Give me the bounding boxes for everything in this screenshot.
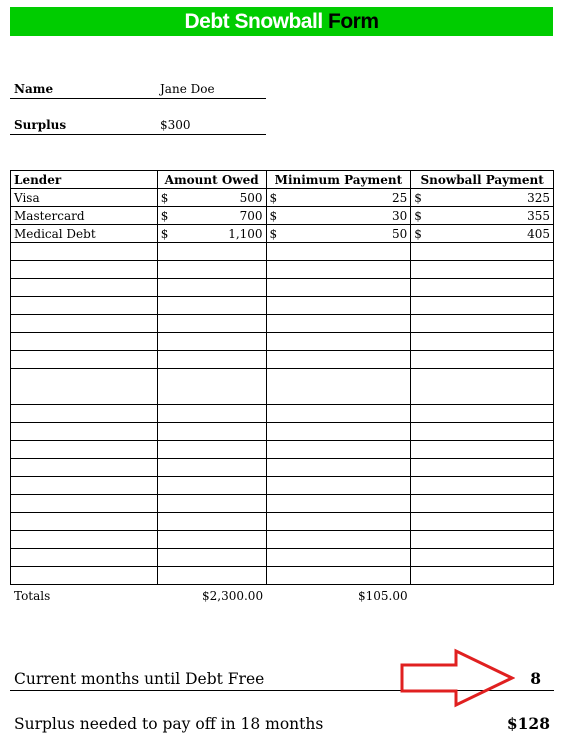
currency-symbol: $ (269, 190, 278, 205)
table-row (11, 279, 554, 297)
title-part-2: Form (328, 10, 379, 33)
table-row (11, 441, 554, 459)
table-row (11, 261, 554, 279)
minimum-payment-cell[interactable] (266, 441, 411, 459)
amount-owed-cell[interactable] (157, 459, 266, 477)
minimum-payment-value: 50 (391, 226, 408, 241)
lender-cell[interactable] (11, 405, 158, 423)
minimum-payment-cell[interactable] (266, 243, 411, 261)
months-until-debt-free-value: 8 (530, 669, 541, 688)
amount-owed-cell[interactable] (157, 261, 266, 279)
currency-symbol: $ (414, 208, 422, 223)
snowball-payment-cell[interactable] (411, 333, 554, 351)
snowball-payment-cell[interactable] (411, 279, 554, 297)
snowball-payment-cell[interactable] (411, 243, 554, 261)
amount-owed-cell[interactable] (157, 567, 266, 585)
header-lender: Lender (11, 171, 158, 189)
snowball-payment-value: 325 (527, 190, 550, 205)
minimum-payment-cell[interactable] (266, 261, 411, 279)
lender-cell[interactable]: Visa (11, 189, 158, 207)
table-row (11, 405, 554, 423)
lender-cell[interactable] (11, 549, 158, 567)
lender-cell[interactable] (11, 333, 158, 351)
surplus-label: Surplus (14, 118, 67, 132)
amount-owed-cell[interactable] (157, 495, 266, 513)
table-row (11, 297, 554, 315)
lender-cell[interactable] (11, 441, 158, 459)
lender-cell[interactable] (11, 531, 158, 549)
minimum-payment-cell[interactable] (266, 549, 411, 567)
lender-cell[interactable] (11, 315, 158, 333)
minimum-payment-cell[interactable] (266, 423, 411, 441)
lender-cell[interactable]: Mastercard (11, 207, 158, 225)
debt-table (10, 170, 554, 585)
amount-owed-cell[interactable] (157, 279, 266, 297)
snowball-payment-cell[interactable] (411, 351, 554, 369)
snowball-payment-cell[interactable] (411, 423, 554, 441)
snowball-payment-cell[interactable] (411, 549, 554, 567)
snowball-payment-cell[interactable] (411, 567, 554, 585)
lender-cell[interactable] (11, 513, 158, 531)
amount-owed-cell[interactable] (157, 351, 266, 369)
snowball-payment-cell[interactable] (411, 297, 554, 315)
table-row (11, 549, 554, 567)
lender-cell[interactable] (11, 567, 158, 585)
lender-cell[interactable] (11, 261, 158, 279)
surplus-value[interactable]: $300 (160, 118, 191, 132)
amount-owed-cell[interactable] (157, 423, 266, 441)
amount-owed-cell[interactable] (157, 207, 266, 225)
minimum-payment-cell[interactable] (266, 351, 411, 369)
currency-symbol: $ (269, 226, 278, 241)
amount-owed-cell[interactable] (157, 531, 266, 549)
snowball-payment-cell[interactable] (411, 441, 554, 459)
lender-cell[interactable] (11, 423, 158, 441)
lender-cell[interactable] (11, 477, 158, 495)
snowball-payment-cell[interactable] (411, 477, 554, 495)
header-snowball-payment: Snowball Payment (411, 171, 554, 189)
name-label: Name (14, 82, 54, 96)
surplus-underline (10, 134, 266, 135)
amount-owed-cell[interactable] (157, 477, 266, 495)
snowball-payment-value: 355 (527, 208, 550, 223)
minimum-payment-cell[interactable] (266, 405, 411, 423)
amount-owed-cell[interactable] (157, 189, 266, 207)
currency-symbol: $ (160, 208, 169, 223)
lender-cell[interactable]: Medical Debt (11, 225, 158, 243)
lender-cell[interactable] (11, 369, 158, 405)
table-row (11, 495, 554, 513)
name-value[interactable]: Jane Doe (160, 82, 215, 96)
snowball-payment-cell[interactable] (411, 531, 554, 549)
amount-owed-cell[interactable] (157, 297, 266, 315)
lender-cell[interactable] (11, 351, 158, 369)
minimum-payment-cell[interactable] (266, 459, 411, 477)
minimum-payment-value: 30 (391, 208, 408, 223)
amount-owed-value: 500 (239, 190, 263, 205)
currency-symbol: $ (269, 208, 278, 223)
snowball-payment-cell[interactable] (411, 369, 554, 405)
table-row (11, 315, 554, 333)
surplus-needed-label: Surplus needed to pay off in 18 months (14, 715, 324, 733)
table-row (11, 243, 554, 261)
table-row (11, 333, 554, 351)
table-row (11, 207, 554, 225)
table-row (11, 477, 554, 495)
snowball-payment-cell[interactable] (411, 207, 554, 225)
snowball-payment-value: 405 (527, 226, 550, 241)
totals-label: Totals (14, 589, 51, 603)
snowball-payment-cell[interactable] (411, 261, 554, 279)
minimum-payment-cell[interactable] (266, 315, 411, 333)
months-until-debt-free-label: Current months until Debt Free (14, 670, 265, 688)
table-header-row (11, 171, 554, 189)
lender-cell[interactable] (11, 495, 158, 513)
minimum-payment-cell[interactable] (266, 207, 411, 225)
amount-owed-cell[interactable] (157, 243, 266, 261)
minimum-payment-cell[interactable] (266, 369, 411, 405)
table-row (11, 189, 554, 207)
amount-owed-cell[interactable] (157, 513, 266, 531)
minimum-payment-cell[interactable] (266, 531, 411, 549)
lender-cell[interactable] (11, 459, 158, 477)
currency-symbol: $ (160, 226, 169, 241)
totals-minimum-payment: $105.00 (358, 589, 408, 603)
minimum-payment-value: 25 (391, 190, 408, 205)
minimum-payment-cell[interactable] (266, 297, 411, 315)
amount-owed-cell[interactable] (157, 549, 266, 567)
minimum-payment-cell[interactable] (266, 495, 411, 513)
minimum-payment-cell[interactable] (266, 189, 411, 207)
snowball-payment-cell[interactable] (411, 189, 554, 207)
currency-symbol: $ (414, 190, 422, 205)
table-row (11, 225, 554, 243)
amount-owed-cell[interactable] (157, 405, 266, 423)
amount-owed-cell[interactable] (157, 333, 266, 351)
snowball-payment-cell[interactable] (411, 405, 554, 423)
table-row (11, 531, 554, 549)
table-row (11, 459, 554, 477)
red-arrow-icon (399, 648, 515, 708)
snowball-payment-cell[interactable] (411, 513, 554, 531)
lender-cell[interactable] (11, 243, 158, 261)
minimum-payment-cell[interactable] (266, 225, 411, 243)
table-row (11, 423, 554, 441)
minimum-payment-cell[interactable] (266, 513, 411, 531)
currency-symbol: $ (414, 226, 422, 241)
snowball-payment-cell[interactable] (411, 315, 554, 333)
amount-owed-cell[interactable] (157, 225, 266, 243)
title-part-1: Debt Snowball (184, 10, 328, 33)
table-row (11, 351, 554, 369)
amount-owed-cell[interactable] (157, 315, 266, 333)
surplus-needed-value: $128 (506, 714, 550, 733)
table-row (11, 369, 554, 405)
snowball-payment-cell[interactable] (411, 495, 554, 513)
minimum-payment-cell[interactable] (266, 333, 411, 351)
minimum-payment-cell[interactable] (266, 477, 411, 495)
minimum-payment-cell[interactable] (266, 567, 411, 585)
currency-symbol: $ (160, 190, 169, 205)
table-row (11, 567, 554, 585)
snowball-payment-cell[interactable] (411, 459, 554, 477)
lender-cell[interactable] (11, 279, 158, 297)
header-amount-owed: Amount Owed (157, 171, 266, 189)
amount-owed-cell[interactable] (157, 441, 266, 459)
table-row (11, 513, 554, 531)
lender-cell[interactable] (11, 297, 158, 315)
header-minimum-payment: Minimum Payment (266, 171, 411, 189)
snowball-payment-cell[interactable] (411, 225, 554, 243)
amount-owed-value: 1,100 (228, 226, 263, 241)
amount-owed-value: 700 (239, 208, 263, 223)
minimum-payment-cell[interactable] (266, 279, 411, 297)
name-underline (10, 98, 266, 99)
amount-owed-cell[interactable] (157, 369, 266, 405)
form-title-banner (10, 7, 553, 36)
totals-amount-owed: $2,300.00 (202, 589, 264, 603)
